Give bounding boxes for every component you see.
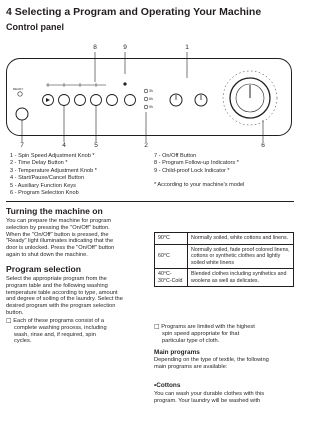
section-divider [6,201,294,202]
legend-footnote: * According to your machine's model [154,182,245,189]
legend-item: 2 - Time Delay Button * [10,160,68,167]
description-cell: Normally soiled, fade proof colored linens, cottons or synthetic clothes and lightly soiled white linens [188,244,294,269]
cottons-heading: •Cottons [154,382,181,389]
callout-8: 8 [93,44,97,51]
turning-on-text: You can prepare the machine for program selection by pressing the "On/Off" button. When the "On/Off" button is pressed, the "Ready" light illuminates indicating that the door is unlocked. Press the "On/Off" button again to shut down the machine. [6,218,115,258]
callout-2: 2 [144,142,148,149]
note-icon: □ [154,323,160,330]
legend-item: 4 - Start/Pause/Cancel Button [10,175,85,182]
legend-item: 1 - Spin Speed Adjustment Knob * [10,153,95,159]
temperature-cell: 40°C-30°C-Cold [155,269,188,287]
on-off-button [16,108,28,120]
legend-item: 7 - On/Off Button [154,153,197,159]
ready-label: READY [13,87,24,91]
time-delay-button [125,95,136,106]
control-panel-heading: Control panel [6,22,64,32]
legend-item: 5 - Auxiliary Function Keys [10,182,76,189]
legend-left [10,153,97,197]
table-row [155,244,294,269]
lock-indicator [123,82,126,85]
cottons-text: You can wash your durable clothes with this program. Your laundry will be washed with [154,391,265,404]
section-title: 4 Selecting a Program and Operating Your Machine [6,6,262,18]
description-cell: Normally soiled, white cottons and linens. [188,233,294,245]
callout-1: 1 [185,44,189,51]
callout-7: 7 [20,142,24,149]
aux-button-2 [75,95,86,106]
aux-button-4 [107,95,118,106]
timer-label-1: 3h [149,89,153,93]
program-selection-heading: Program selection [6,264,81,274]
programs-note: □ Programs are limited with the highest spin speed appropriate for that particular type of cloth. [154,323,255,344]
main-programs-heading: Main programs [154,349,200,356]
callout-9: 9 [123,44,127,51]
callout-6: 6 [261,142,265,149]
description-cell: Blended clothes including synthetics and woolens as well as delicates. [188,269,294,287]
legend-right [154,153,244,190]
timer-label-2: 6h [149,97,153,101]
legend-item: 3 - Temperature Adjustment Knob * [10,167,97,174]
program-selection-text: Select the appropriate program from the program table and the following washing temperature table according to type, amount and degree of soiling of the laundry. Select the desired program with the program selection button. [6,276,123,316]
table-row [155,233,294,245]
main-programs-text: Depending on the type of textile, the following main programs are available: [154,357,269,370]
temperature-cell: 90°C [155,233,188,245]
table-row [155,269,294,287]
callout-4: 4 [62,142,66,149]
callout-5: 5 [94,142,98,149]
note-icon: □ [6,317,12,324]
turning-on-heading: Turning the machine on [6,206,103,216]
program-selection-note: □ Each of these programs consist of a complete washing process, including wash, rinse and, if required, spin cycles. [6,317,107,345]
temperature-table [154,232,294,287]
aux-button-3 [91,95,102,106]
timer-label-3: 9h [149,105,153,109]
legend-item: 6 - Program Selection Knob [10,190,79,197]
temperature-cell: 60°C [155,244,188,269]
legend-item: 9 - Child-proof Lock Indicator * [154,167,230,174]
legend-item: 8 - Program Follow-up Indicators * [154,160,239,167]
aux-button-1 [59,95,70,106]
